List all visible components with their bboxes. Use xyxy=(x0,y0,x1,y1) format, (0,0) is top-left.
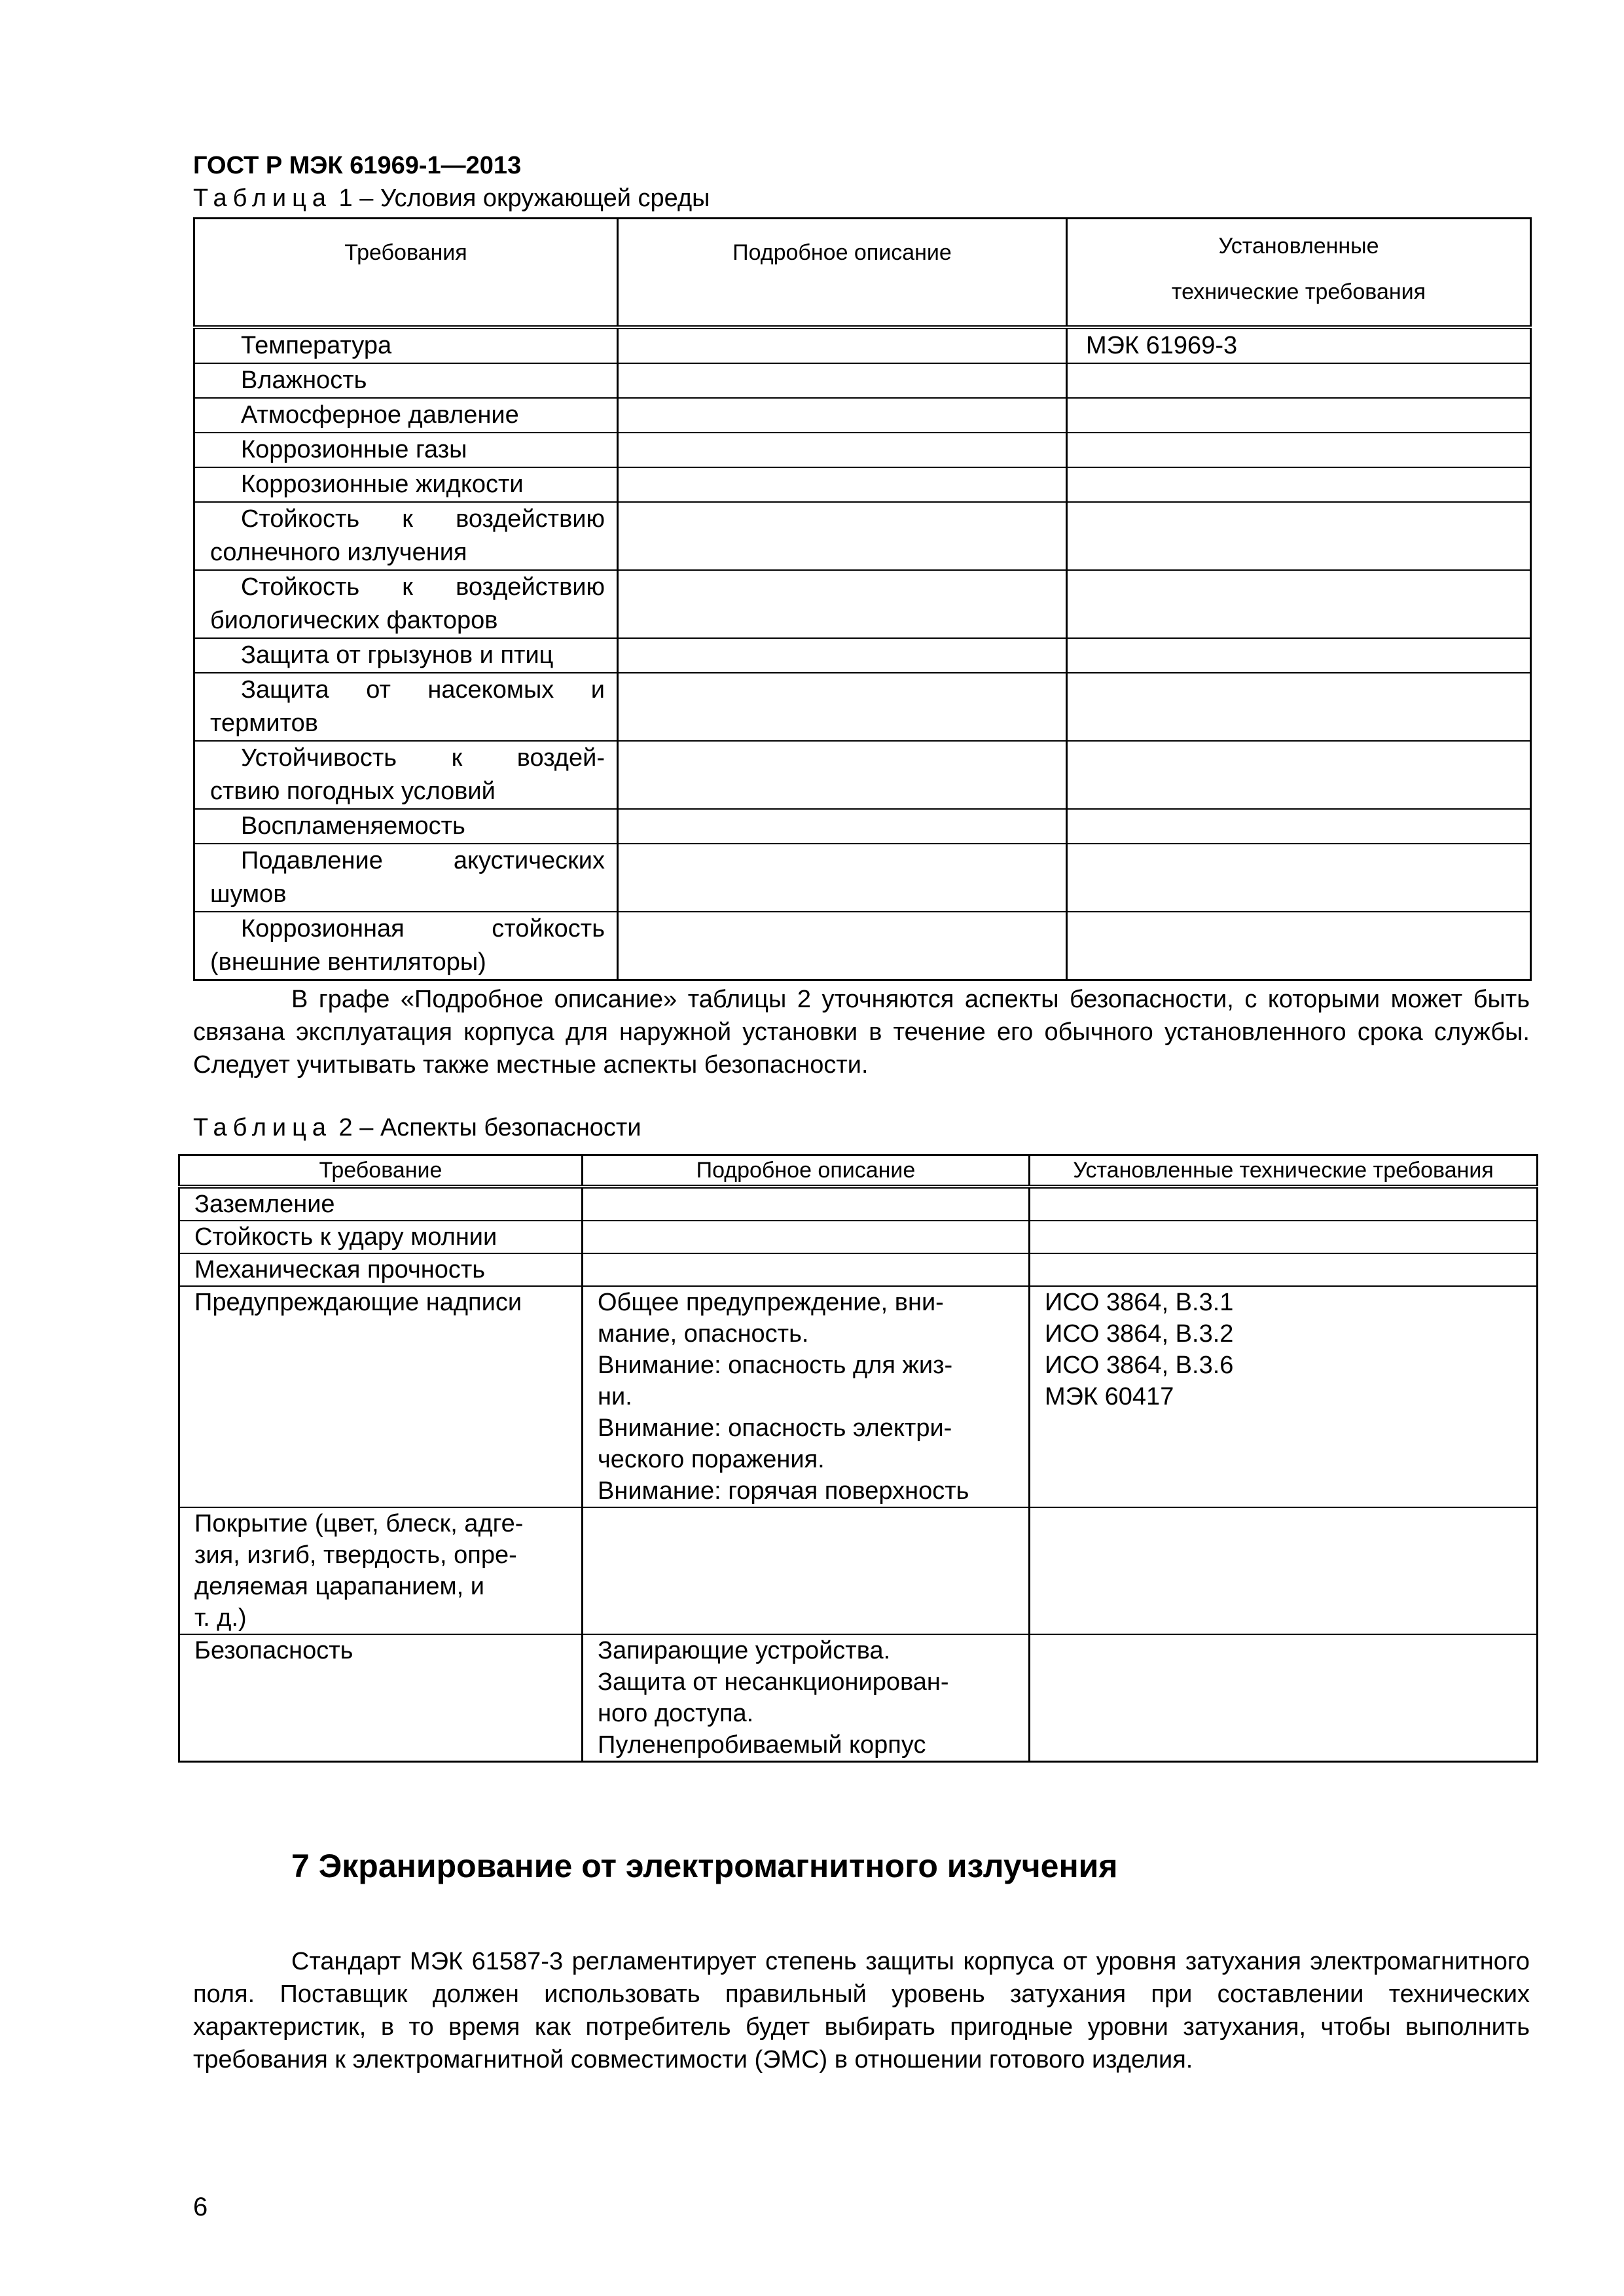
table1-requirement-line: Защита от насекомых и xyxy=(241,676,605,704)
table2-req-line: Стойкость к удару молнии xyxy=(194,1223,497,1251)
table1-cell-requirement xyxy=(194,912,618,980)
table1-caption-title: Условия окружающей среды xyxy=(380,185,710,212)
table1-cell-description xyxy=(618,467,1067,502)
table1-cell-requirement xyxy=(194,741,618,809)
table2-desc-line: Пуленепробиваемый корпус xyxy=(598,1731,926,1759)
table2-req-line: т. д.) xyxy=(194,1604,247,1632)
table1-cell-description xyxy=(618,741,1067,809)
table2-desc-line: ного доступа. xyxy=(598,1700,754,1727)
table1-cell-specs xyxy=(1067,912,1531,980)
table2-header-row xyxy=(179,1155,1538,1187)
table1-cell-specs: МЭК 61969-3 xyxy=(1067,327,1531,363)
table1-cell-requirement xyxy=(194,327,618,363)
table1-requirement-line: Атмосферное давление xyxy=(241,401,519,429)
table1-row xyxy=(194,741,1531,809)
table1-requirement-line: Стойкость к воздействию xyxy=(241,573,605,601)
table2-caption-title: Аспекты безопасности xyxy=(380,1114,641,1141)
table2-row xyxy=(179,1634,1538,1762)
table1-row xyxy=(194,809,1531,844)
paragraph-table2-intro-text: В графе «Подробное описание» таблицы 2 уточняются аспекты безопасности, с которыми может быть связана эксплуатация корпуса для наружной установки в течение его обычного установленного срока службы. Следует учитывать также местные аспекты безопасности. xyxy=(193,986,1530,1079)
table1-requirement-line: Стойкость к воздействию xyxy=(241,505,605,533)
table1-caption xyxy=(193,185,710,213)
table1-cell-requirement xyxy=(194,809,618,844)
table2-cell-specs xyxy=(1030,1507,1538,1634)
table1-row xyxy=(194,363,1531,398)
table1-cell-specs xyxy=(1067,638,1531,673)
table1-header-specs xyxy=(1067,219,1531,328)
table2-cell-description xyxy=(583,1507,1030,1634)
section-7-paragraph-text: Стандарт МЭК 61587-3 регламентирует степень защиты корпуса от уровня затухания электромагнитного поля. Поставщик должен использовать правильный уровень затухания при составлении технических характеристик, в то время как потребитель будет выбирать пригодные уровни затухания, чтобы выполнить требования к электромагнитной совместимости (ЭМС) в отношении готового изделия. xyxy=(193,1948,1530,2073)
table1-cell-description xyxy=(618,912,1067,980)
table1-requirement-line: (внешние вентиляторы) xyxy=(210,948,486,976)
table1-requirement-line: Коррозионная стойкость xyxy=(241,915,605,942)
table1-requirement-line: ствию погодных условий xyxy=(210,778,496,805)
table1-row xyxy=(194,467,1531,502)
table1-cell-requirement xyxy=(194,398,618,433)
table1-cell-specs xyxy=(1067,433,1531,467)
table2-desc-line: Внимание: опасность для жиз- xyxy=(598,1352,953,1379)
table1-environment-conditions xyxy=(193,217,1532,981)
table1-row xyxy=(194,398,1531,433)
table2-header-specs: Установленные технические требования xyxy=(1030,1155,1538,1187)
table1-cell-description xyxy=(618,398,1067,433)
table2-cell-description xyxy=(583,1187,1030,1221)
table2-cell-requirement xyxy=(179,1253,583,1286)
table1-cell-requirement xyxy=(194,673,618,741)
table2-desc-line: мание, опасность. xyxy=(598,1320,809,1348)
table2-row xyxy=(179,1221,1538,1253)
table2-desc-line: Внимание: опасность электри- xyxy=(598,1414,952,1442)
table1-cell-specs xyxy=(1067,363,1531,398)
table2-cell-description xyxy=(583,1221,1030,1253)
table1-cell-specs xyxy=(1067,398,1531,433)
table2-row xyxy=(179,1507,1538,1634)
table1-requirement-line: Температура xyxy=(241,332,392,359)
table1-cell-specs xyxy=(1067,741,1531,809)
table2-cell-requirement xyxy=(179,1634,583,1762)
table2-req-line: Безопасность xyxy=(194,1637,353,1664)
table2-cell-requirement xyxy=(179,1187,583,1221)
table1-cell-description xyxy=(618,327,1067,363)
table1-requirement-line: Влажность xyxy=(241,367,367,394)
table2-cell-requirement xyxy=(179,1221,583,1253)
table1-row xyxy=(194,844,1531,912)
table2-req-line: Заземление xyxy=(194,1191,335,1218)
table1-header-specs-line2: технические требования xyxy=(1171,279,1426,304)
table2-cell-specs xyxy=(1030,1286,1538,1507)
table2-row xyxy=(179,1253,1538,1286)
table1-requirement-line: шумов xyxy=(210,880,287,908)
table1-cell-specs xyxy=(1067,502,1531,570)
table1-cell-specs xyxy=(1067,844,1531,912)
table2-spec-line: ИСО 3864, В.3.2 xyxy=(1045,1320,1234,1348)
table1-cell-requirement xyxy=(194,638,618,673)
table1-cell-requirement xyxy=(194,502,618,570)
table1-cell-specs xyxy=(1067,809,1531,844)
table1-header-description: Подробное описание xyxy=(618,219,1067,328)
table1-header-specs-line1: Установленные xyxy=(1218,234,1379,259)
table2-desc-line: ни. xyxy=(598,1383,632,1410)
table2-req-line: Предупреждающие надписи xyxy=(194,1289,522,1316)
table2-cell-specs xyxy=(1030,1253,1538,1286)
table1-requirement-line: Защита от грызунов и птиц xyxy=(241,641,554,669)
table2-cell-specs xyxy=(1030,1634,1538,1762)
table1-cell-description xyxy=(618,363,1067,398)
table2-header-requirement: Требование xyxy=(179,1155,583,1187)
table1-cell-specs xyxy=(1067,467,1531,502)
table2-row xyxy=(179,1187,1538,1221)
table1-cell-requirement xyxy=(194,570,618,638)
table2-cell-description xyxy=(583,1634,1030,1762)
table2-desc-line: Защита от несанкционирован- xyxy=(598,1668,949,1696)
table1-cell-description xyxy=(618,638,1067,673)
table1-header-requirements: Требования xyxy=(194,219,618,328)
table1-row xyxy=(194,433,1531,467)
table1-requirement-line: Коррозионные жидкости xyxy=(241,471,524,498)
table1-requirement-line: Воспламеняемость xyxy=(241,812,465,840)
table2-spec-line: ИСО 3864, В.3.6 xyxy=(1045,1352,1234,1379)
table2-desc-line: Внимание: горячая поверхность xyxy=(598,1477,969,1505)
table1-caption-prefix: Таблица xyxy=(193,185,332,212)
table1-row xyxy=(194,327,1531,363)
document-header: ГОСТ Р МЭК 61969-1—2013 xyxy=(193,152,522,179)
table2-desc-line: Общее предупреждение, вни- xyxy=(598,1289,944,1316)
table1-cell-requirement xyxy=(194,433,618,467)
table2-req-line: деляемая царапанием, и xyxy=(194,1573,485,1600)
table1-cell-description xyxy=(618,433,1067,467)
table1-cell-description xyxy=(618,844,1067,912)
table1-requirement-line: Коррозионные газы xyxy=(241,436,467,463)
table2-caption-number: 2 – xyxy=(332,1114,380,1141)
table1-cell-requirement xyxy=(194,844,618,912)
table2-cell-specs xyxy=(1030,1221,1538,1253)
table2-req-line: Покрытие (цвет, блеск, адге- xyxy=(194,1510,524,1537)
table1-requirement-line: Подавление акустических xyxy=(241,847,605,874)
table1-cell-specs xyxy=(1067,570,1531,638)
table2-cell-requirement xyxy=(179,1286,583,1507)
table2-cell-description xyxy=(583,1286,1030,1507)
table2-cell-requirement xyxy=(179,1507,583,1634)
table2-row xyxy=(179,1286,1538,1507)
table1-header-row xyxy=(194,219,1531,328)
section-7-title: 7 Экранирование от электромагнитного излучения xyxy=(291,1848,1118,1884)
table2-desc-line: Запирающие устройства. xyxy=(598,1637,891,1664)
table1-row xyxy=(194,673,1531,741)
table2-req-line: Механическая прочность xyxy=(194,1256,486,1283)
paragraph-table2-intro xyxy=(193,983,1530,1081)
table1-row xyxy=(194,638,1531,673)
table1-cell-requirement xyxy=(194,467,618,502)
table1-cell-specs xyxy=(1067,673,1531,741)
table1-cell-description xyxy=(618,673,1067,741)
table2-spec-line: МЭК 60417 xyxy=(1045,1383,1174,1410)
table2-desc-line: ческого поражения. xyxy=(598,1446,825,1473)
table2-caption-prefix: Таблица xyxy=(193,1114,332,1141)
table1-caption-number: 1 – xyxy=(332,185,380,212)
table2-req-line: зия, изгиб, твердость, опре- xyxy=(194,1541,517,1569)
table1-requirement-line: термитов xyxy=(210,709,318,737)
table1-cell-description xyxy=(618,502,1067,570)
page-number: 6 xyxy=(193,2193,208,2221)
table1-row xyxy=(194,570,1531,638)
table1-row xyxy=(194,502,1531,570)
table2-spec-line: ИСО 3864, В.3.1 xyxy=(1045,1289,1234,1316)
table1-cell-description xyxy=(618,570,1067,638)
table1-requirement-line: солнечного излучения xyxy=(210,539,467,566)
table2-caption xyxy=(193,1114,641,1142)
table1-cell-requirement xyxy=(194,363,618,398)
table2-cell-specs xyxy=(1030,1187,1538,1221)
table2-header-description: Подробное описание xyxy=(583,1155,1030,1187)
table2-safety-aspects xyxy=(178,1154,1538,1763)
table1-requirement-line: Устойчивость к воздей- xyxy=(241,744,605,772)
table1-row xyxy=(194,912,1531,980)
table1-cell-description xyxy=(618,809,1067,844)
section-7-paragraph xyxy=(193,1945,1530,2076)
table2-cell-description xyxy=(583,1253,1030,1286)
table1-requirement-line: биологических факторов xyxy=(210,607,498,634)
